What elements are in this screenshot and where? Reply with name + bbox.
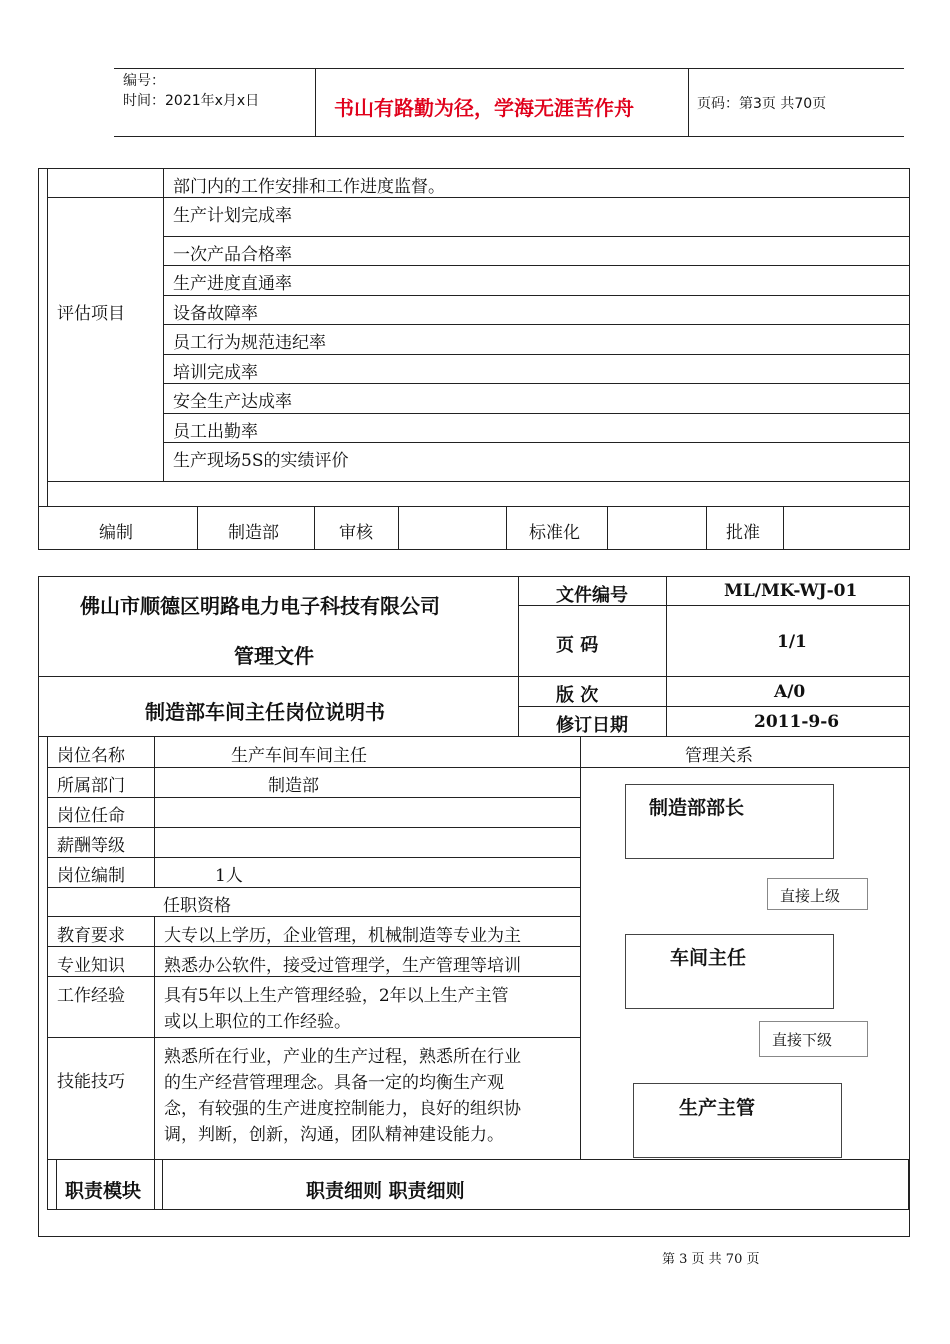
education-value: 大专以上学历，企业管理，机械制造等专业为主 bbox=[164, 926, 521, 946]
evaluation-label: 评估项目 bbox=[57, 304, 125, 324]
skills-label: 技能技巧 bbox=[57, 1072, 125, 1092]
compile-label: 编制 bbox=[99, 523, 133, 543]
eval-item: 培训完成率 bbox=[173, 363, 258, 383]
experience-label: 工作经验 bbox=[57, 986, 125, 1006]
duty-continuation-text: 部门内的工作安排和工作进度监督。 bbox=[173, 177, 445, 197]
eval-item: 生产进度直通率 bbox=[173, 274, 292, 294]
eval-item: 员工行为规范违纪率 bbox=[173, 333, 326, 353]
compile-value: 制造部 bbox=[228, 523, 279, 543]
page-label: 页 码 bbox=[556, 635, 599, 656]
eval-item: 安全生产达成率 bbox=[173, 392, 292, 412]
revise-date-value: 2011-9-6 bbox=[754, 712, 840, 732]
experience-value-line: 或以上职位的工作经验。 bbox=[164, 1012, 351, 1032]
document-type: 管理文件 bbox=[234, 644, 314, 668]
eval-item: 员工出勤率 bbox=[173, 422, 258, 442]
file-number: ML/MK-WJ-01 bbox=[724, 581, 858, 601]
duty-detail-label: 职责细则 职责细则 bbox=[306, 1180, 465, 1202]
skills-line: 的生产经营管理理念。具备一定的均衡生产观 bbox=[164, 1073, 504, 1093]
time-label: 时间：2021年x月x日 bbox=[123, 93, 260, 109]
education-label: 教育要求 bbox=[57, 926, 125, 946]
eval-item: 生产计划完成率 bbox=[173, 206, 292, 226]
job-name-label: 岗位名称 bbox=[57, 746, 125, 766]
org-chart-title: 管理关系 bbox=[685, 746, 753, 766]
approve-label: 批准 bbox=[726, 523, 760, 543]
skills-line: 念，有较强的生产进度控制能力，良好的组织协 bbox=[164, 1099, 521, 1119]
knowledge-value: 熟悉办公软件，接受过管理学，生产管理等培训 bbox=[164, 956, 521, 976]
experience-value-line: 具有5年以上生产管理经验，2年以上生产主管 bbox=[164, 986, 509, 1006]
document-title: 制造部车间主任岗位说明书 bbox=[145, 700, 385, 724]
header-page-info: 页码：第3页 共70页 bbox=[697, 96, 827, 112]
file-number-label: 文件编号 bbox=[556, 585, 628, 606]
version-label: 版 次 bbox=[556, 685, 599, 706]
version-value: A/0 bbox=[774, 682, 806, 702]
eval-item: 生产现场5S的实绩评价 bbox=[173, 451, 349, 471]
skills-line: 熟悉所在行业，产业的生产过程，熟悉所在行业 bbox=[164, 1047, 521, 1067]
eval-item: 设备故障率 bbox=[173, 304, 258, 324]
knowledge-label: 专业知识 bbox=[57, 956, 125, 976]
org-down-label: 直接下级 bbox=[772, 1031, 833, 1049]
appointment-label: 岗位任命 bbox=[57, 806, 125, 826]
qualification-title: 任职资格 bbox=[163, 896, 231, 916]
eval-item: 一次产品合格率 bbox=[173, 245, 292, 265]
company-name: 佛山市顺德区明路电力电子科技有限公司 bbox=[80, 594, 440, 618]
code-label: 编号： bbox=[123, 73, 165, 89]
page-value: 1/1 bbox=[777, 632, 807, 652]
duty-module-label: 职责模块 bbox=[65, 1180, 142, 1202]
skills-line: 调，判断，创新，沟通，团队精神建设能力。 bbox=[164, 1125, 504, 1145]
salary-label: 薪酬等级 bbox=[57, 836, 125, 856]
department-label: 所属部门 bbox=[57, 776, 125, 796]
header-motto: 书山有路勤为径，学海无涯苦作舟 bbox=[334, 96, 634, 120]
org-middle-label: 车间主任 bbox=[670, 947, 747, 969]
revise-date-label: 修订日期 bbox=[556, 715, 628, 736]
org-up-label: 直接上级 bbox=[780, 887, 841, 905]
department-value: 制造部 bbox=[268, 776, 319, 796]
staffing-label: 岗位编制 bbox=[57, 866, 125, 886]
staffing-value: 1人 bbox=[215, 866, 243, 886]
standard-label: 标准化 bbox=[529, 523, 580, 543]
org-bottom-label: 生产主管 bbox=[679, 1097, 756, 1119]
job-name-value: 生产车间车间主任 bbox=[231, 746, 367, 766]
page-footer: 第 3 页 共 70 页 bbox=[662, 1252, 760, 1267]
review-label: 审核 bbox=[339, 523, 373, 543]
org-top-label: 制造部部长 bbox=[649, 797, 745, 819]
